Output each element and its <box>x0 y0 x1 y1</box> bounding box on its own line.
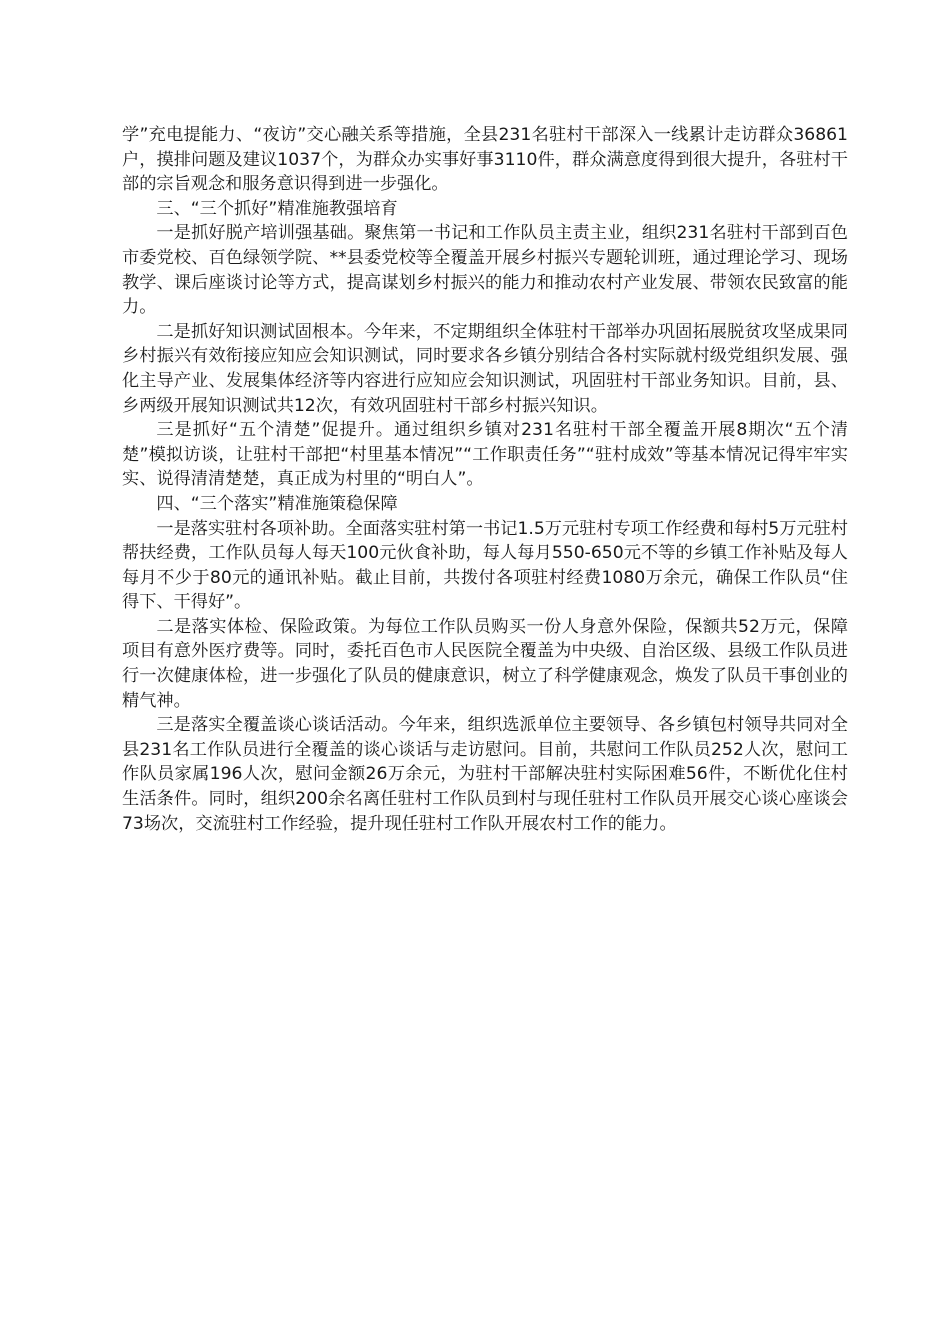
paragraph-subsidies: 一是落实驻村各项补助。全面落实驻村第一书记1.5万元驻村专项工作经费和每村5万元驻村帮扶经费，工作队员每人每天100元伙食补助，每人每月550-650元不等的乡镇工作补贴及每人每月不少于80元的通讯补贴。截止目前，共拨付各项驻村经费1080万余元，确保工作队员“住得下、干得好”。 <box>122 518 848 613</box>
paragraph-heart-talks: 三是落实全覆盖谈心谈话活动。今年来，组织选派单位主要领导、各乡镇包村领导共同对全县231名工作队员进行全覆盖的谈心谈话与走访慰问。目前，共慰问工作队员252人次，慰问工作队员家属196人次，慰问金额26万余元，为驻村干部解决驻村实际困难56件，不断优化住村生活条件。同时，组织200余名离任驻村工作队员到村与现任驻村工作队员开展交心谈心座谈会73场次，交流驻村工作经验，提升现任驻村工作队开展农村工作的能力。 <box>122 715 848 834</box>
section-heading-three: 三、“三个抓好”精准施教强培育 <box>156 198 398 219</box>
paragraph-five-clear: 三是抓好“五个清楚”促提升。通过组织乡镇对231名驻村干部全覆盖开展8期次“五个清楚”模拟访谈，让驻村干部把“村里基本情况”“工作职责任务”“驻村成效”等基本情况记得牢牢实实、说得清清楚楚，真正成为村里的“明白人”。 <box>122 420 848 490</box>
paragraph-insurance: 二是落实体检、保险政策。为每位工作队员购买一份人身意外保险，保额共52万元，保障项目有意外医疗费等。同时，委托百色市人民医院全覆盖为中央级、自治区级、县级工作队员进行一次健康体检，进一步强化了队员的健康意识，树立了科学健康观念，焕发了队员干事创业的精气神。 <box>122 616 848 711</box>
paragraph-training: 一是抓好脱产培训强基础。聚焦第一书记和工作队员主责主业，组织231名驻村干部到百色市委党校、百色绿领学院、**县委党校等全覆盖开展乡村振兴专题轮训班，通过理论学习、现场教学、课后座谈讨论等方式，提高谋划乡村振兴的能力和推动农村产业发展、带领农民致富的能力。 <box>122 223 848 318</box>
paragraph-continuation: 学”充电提能力、“夜访”交心融关系等措施，全县231名驻村干部深入一线累计走访群众36861户，摸排问题及建议1037个，为群众办实事好事3110件，群众满意度得到很大提升，各驻村干部的宗旨观念和服务意识得到进一步强化。 <box>122 125 848 195</box>
section-heading-four: 四、“三个落实”精准施策稳保障 <box>156 493 398 514</box>
paragraph-knowledge-test: 二是抓好知识测试固根本。今年来，不定期组织全体驻村干部举办巩固拓展脱贫攻坚成果同乡村振兴有效衔接应知应会知识测试，同时要求各乡镇分别结合各村实际就村级党组织发展、强化主导产业、发展集体经济等内容进行应知应会知识测试，巩固驻村干部业务知识。目前，县、乡两级开展知识测试共12次，有效巩固驻村干部乡村振兴知识。 <box>122 321 848 416</box>
document-page <box>122 123 848 836</box>
